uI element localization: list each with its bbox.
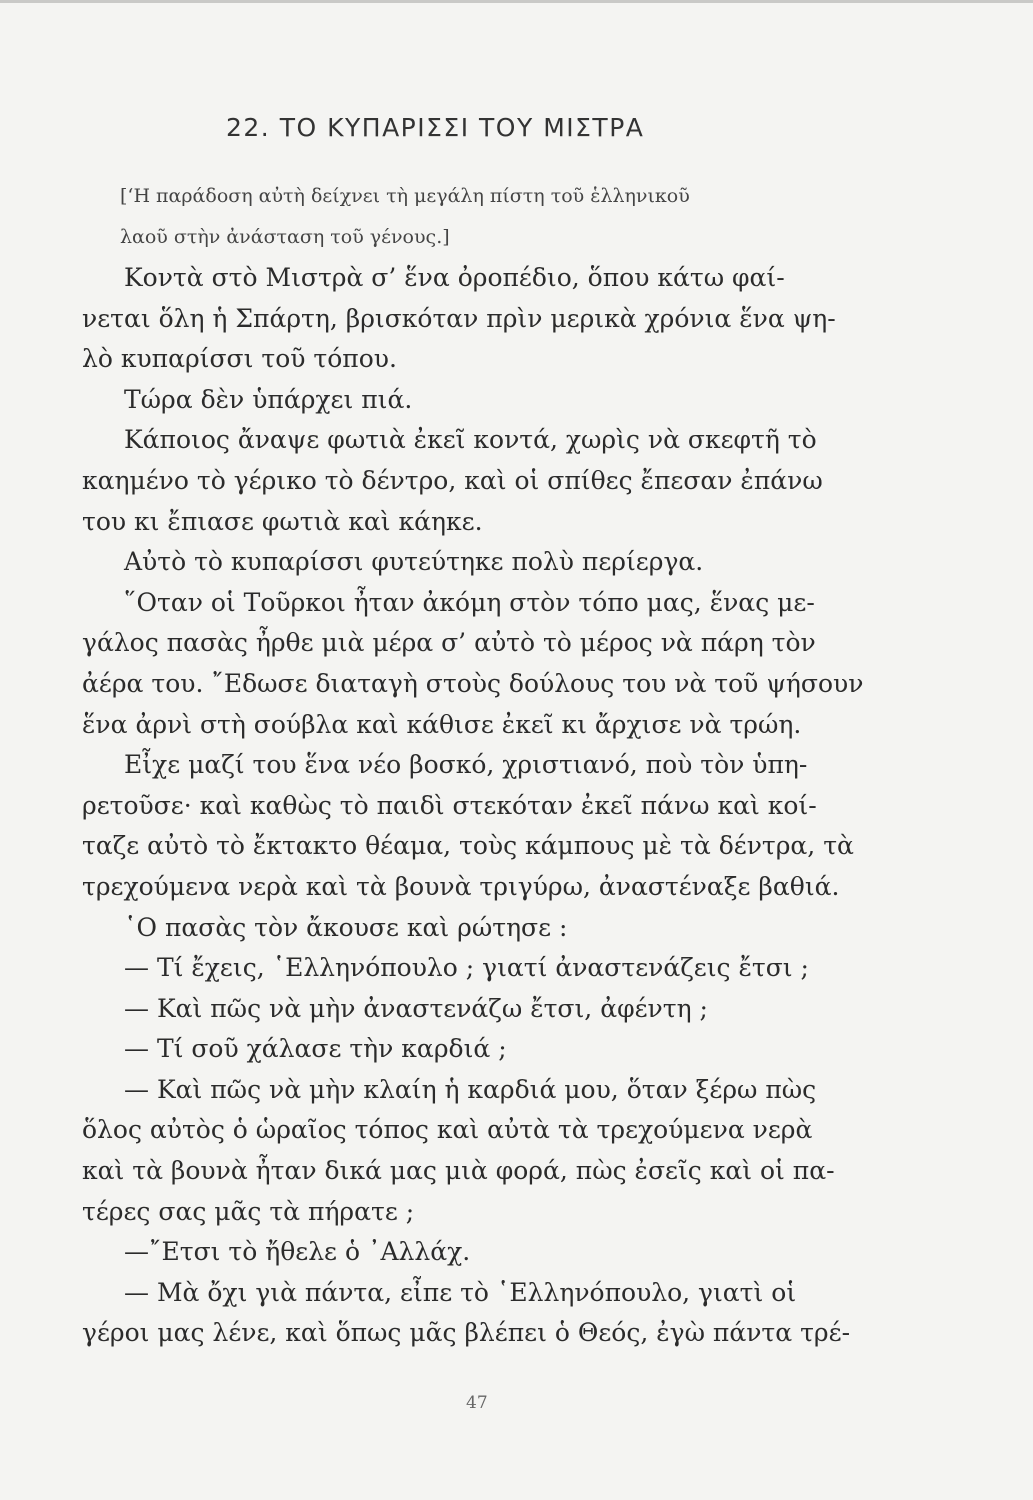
body-line: Αὐτὸ τὸ κυπαρίσσι φυτεύτηκε πολὺ περίεργα. bbox=[124, 547, 704, 577]
page-number: 47 bbox=[466, 1393, 488, 1413]
body-line: — Τί σοῦ χάλασε τὴν καρδιά ; bbox=[124, 1034, 507, 1064]
body-line: ρετοῦσε· καὶ καθὼς τὸ παιδὶ στεκόταν ἐκεῖ πάνω καὶ κοί- bbox=[82, 790, 817, 820]
body-line: — Καὶ πῶς νὰ μὴν ἀναστενάζω ἔτσι, ἀφέντη ; bbox=[124, 993, 708, 1023]
body-line: ῾Ο πασὰς τὸν ἄκουσε καὶ ρώτησε : bbox=[124, 912, 568, 942]
body-line: καημένο τὸ γέρικο τὸ δέντρο, καὶ οἱ σπίθες ἔπεσαν ἐπάνω bbox=[82, 465, 823, 495]
body-text bbox=[82, 258, 912, 1354]
body-line: λὸ κυπαρίσσι τοῦ τόπου. bbox=[82, 344, 397, 374]
body-line: τέρες σας μᾶς τὰ πήρατε ; bbox=[82, 1196, 415, 1226]
intro-line: λαοῦ στὴν ἀνάσταση τοῦ γένους.] bbox=[120, 226, 450, 248]
body-line: — Μὰ ὄχι γιὰ πάντα, εἶπε τὸ ῾Ελληνόπουλο, γιατὶ οἱ bbox=[124, 1277, 797, 1307]
page-top-edge bbox=[0, 0, 1033, 3]
body-line: ἕνα ἀρνὶ στὴ σούβλα καὶ κάθισε ἐκεῖ κι ἄρχισε νὰ τρώη. bbox=[82, 709, 802, 739]
body-line: γέροι μας λένε, καὶ ὅπως μᾶς βλέπει ὁ Θεός, ἐγὼ πάντα τρέ- bbox=[82, 1318, 851, 1348]
body-line: — Καὶ πῶς νὰ μὴν κλαίη ἡ καρδιά μου, ὅταν ξέρω πὼς bbox=[124, 1074, 817, 1104]
chapter-title: 22. ΤΟ ΚΥΠΑΡΙΣΣΙ ΤΟΥ ΜΙΣΤΡΑ bbox=[226, 113, 645, 142]
body-line: Κάποιος ἄναψε φωτιὰ ἐκεῖ κοντά, χωρὶς νὰ σκεφτῆ τὸ bbox=[124, 425, 817, 455]
body-line: γάλος πασὰς ἦρθε μιὰ μέρα σ’ αὐτὸ τὸ μέρος νὰ πάρη τὸν bbox=[82, 628, 816, 658]
intro-line: [‘Η παράδοση αὐτὴ δείχνει τὴ μεγάλη πίστη τοῦ ἑλληνικοῦ bbox=[120, 185, 690, 207]
body-line: Εἶχε μαζί του ἕνα νέο βοσκό, χριστιανό, ποὺ τὸν ὑπη- bbox=[124, 750, 808, 780]
body-line: καὶ τὰ βουνὰ ἦταν δικά μας μιὰ φορά, πὼς ἐσεῖς καὶ οἱ πα- bbox=[82, 1156, 835, 1186]
body-line: τρεχούμενα νερὰ καὶ τὰ βουνὰ τριγύρω, ἀναστέναξε βαθιά. bbox=[82, 871, 840, 901]
body-line: του κι ἔπιασε φωτιὰ καὶ κάηκε. bbox=[82, 506, 483, 536]
body-line: νεται ὅλη ἡ Σπάρτη, βρισκόταν πρὶν μερικὰ χρόνια ἕνα ψη- bbox=[82, 303, 836, 333]
body-line: — Τί ἔχεις, ῾Ελληνόπουλο ; γιατί ἀναστενάζεις ἔτσι ; bbox=[124, 953, 809, 983]
intro-note bbox=[120, 176, 890, 258]
body-line: ῞Οταν οἱ Τοῦρκοι ἦταν ἀκόμη στὸν τόπο μας, ἕνας με- bbox=[124, 587, 815, 617]
body-line: ἀέρα του. ῎Εδωσε διαταγὴ στοὺς δούλους του νὰ τοῦ ψήσουν bbox=[82, 668, 864, 698]
body-line: ὅλος αὐτὸς ὁ ὡραῖος τόπος καὶ αὐτὰ τὰ τρεχούμενα νερὰ bbox=[82, 1115, 813, 1145]
body-line: Τώρα δὲν ὑπάρχει πιά. bbox=[124, 384, 413, 414]
body-line: —῎Ετσι τὸ ἤθελε ὁ ᾿Αλλάχ. bbox=[124, 1237, 471, 1267]
body-line: Κοντὰ στὸ Μιστρὰ σ’ ἕνα ὀροπέδιο, ὅπου κάτω φαί- bbox=[124, 263, 785, 292]
body-line: ταζε αὐτὸ τὸ ἔκτακτο θέαμα, τοὺς κάμπους μὲ τὰ δέντρα, τὰ bbox=[82, 831, 854, 861]
